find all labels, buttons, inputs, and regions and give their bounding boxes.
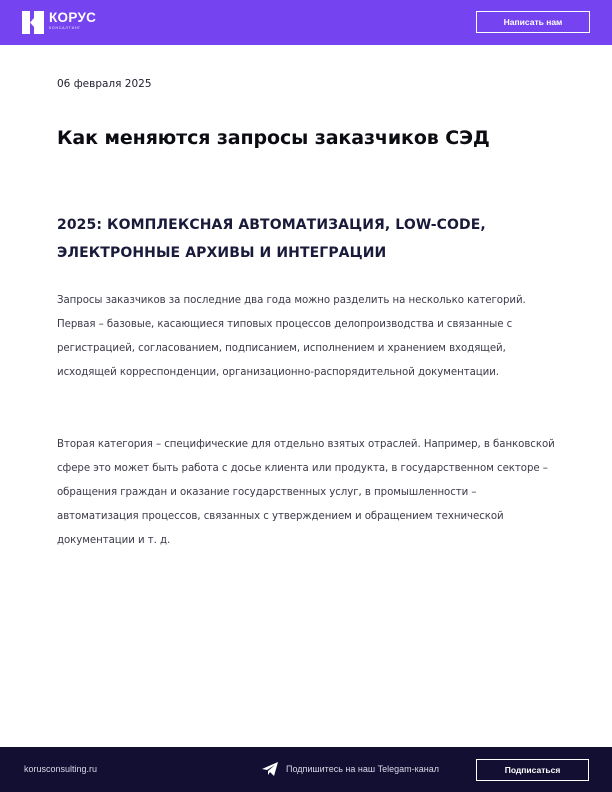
logo-name: КОРУС bbox=[49, 10, 97, 25]
paragraph: Вторая категория – специфические для отдельно взятых отраслей. Например, в банковской сфере это может быть работа с досье клиента или продукта, в государственном секторе – обращения граждан и оказание государственных услуг, в промышленности – автоматизация процессов, связанных с утверждением и обращением технической документации и т. д. bbox=[57, 439, 555, 546]
logo[interactable] bbox=[22, 11, 96, 34]
telegram-link[interactable] bbox=[262, 762, 439, 776]
telegram-text: Подпишитесь на наш Telegam-канал bbox=[286, 764, 439, 774]
subscribe-button[interactable]: Подписаться bbox=[476, 759, 589, 781]
korus-logo-icon bbox=[22, 11, 44, 34]
page-title: Как меняются запросы заказчиков СЭД bbox=[57, 127, 490, 149]
logo-text bbox=[49, 11, 96, 31]
logo-subtitle: КОНСАЛТИНГ bbox=[49, 26, 82, 30]
section-heading: 2025: КОМПЛЕКСНАЯ АВТОМАТИЗАЦИЯ, LOW-CODE, ЭЛЕКТРОННЫЕ АРХИВЫ И ИНТЕГРАЦИИ bbox=[57, 217, 486, 261]
telegram-icon bbox=[262, 762, 278, 776]
site-link[interactable]: korusconsulting.ru bbox=[24, 764, 98, 774]
publish-date: 06 февраля 2025 bbox=[57, 78, 152, 90]
site-header bbox=[0, 0, 612, 45]
paragraph: Запросы заказчиков за последние два года можно разделить на несколько категорий. Первая – базовые, касающиеся типовых процессов делопроизводства и связанные с регистрацией, согласованием, подписанием, исполнением и хранением входящей, исходящей корреспонденции, организационно-распорядительной документации. bbox=[57, 295, 526, 378]
contact-us-button[interactable]: Написать нам bbox=[476, 11, 590, 33]
site-footer bbox=[0, 747, 612, 792]
